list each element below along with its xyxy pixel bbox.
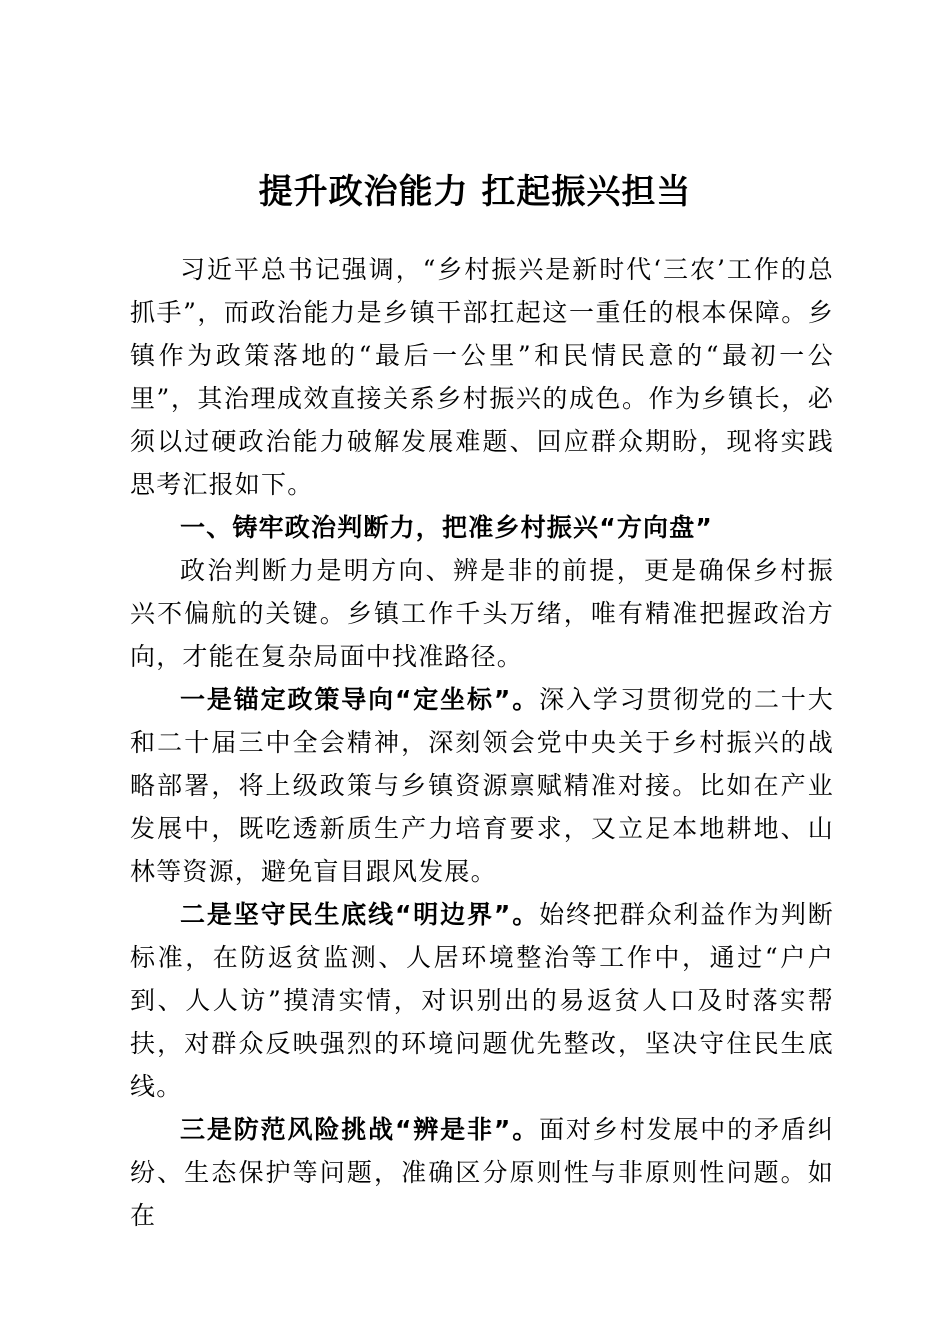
point-text: 始终把群众利益作为判断标准，在防返贫监测、人居环境整治等工作中，通过“户户到、人人访”摸清实情，对识别出的易返贫人口及时落实帮扶，对群众反映强烈的环境问题优先整改，坚决守住民生底线。	[130, 900, 834, 1101]
point-text: 深入学习贯彻党的二十大和二十届三中全会精神，深刻领会党中央关于乡村振兴的战略部署，将上级政策与乡镇资源禀赋精准对接。比如在产业发展中，既吃透新质生产力培育要求，又立足本地耕地、山林等资源，避免盲目跟风发展。	[130, 685, 834, 886]
point-lead: 三是防范风险挑战“辨是非”。	[180, 1115, 540, 1144]
point-paragraph	[130, 1108, 834, 1237]
document-body	[130, 248, 834, 1237]
section-intro-paragraph: 政治判断力是明方向、辨是非的前提，更是确保乡村振兴不偏航的关键。乡镇工作千头万绪，唯有精准把握政治方向，才能在复杂局面中找准路径。	[130, 556, 834, 671]
point-lead: 二是坚守民生底线“明边界”。	[180, 900, 540, 929]
point-text: 面对乡村发展中的矛盾纠纷、生态保护等问题，准确区分原则性与非原则性问题。如在	[130, 1115, 834, 1230]
point-paragraph	[130, 678, 834, 893]
intro-paragraph: 习近平总书记强调，“乡村振兴是新时代‘三农’工作的总抓手”，而政治能力是乡镇干部扛起这一重任的根本保障。乡镇作为政策落地的“最后一公里”和民情民意的“最初一公里”，其治理成效直接关系乡村振兴的成色。作为乡镇长，必须以过硬政治能力破解发展难题、回应群众期盼，现将实践思考汇报如下。	[130, 255, 834, 499]
point-paragraph	[130, 893, 834, 1108]
document-title: 提升政治能力 扛起振兴担当	[258, 172, 692, 212]
section-heading: 一、铸牢政治判断力，把准乡村振兴“方向盘”	[180, 513, 714, 542]
point-lead: 一是锚定政策导向“定坐标”。	[180, 685, 540, 714]
